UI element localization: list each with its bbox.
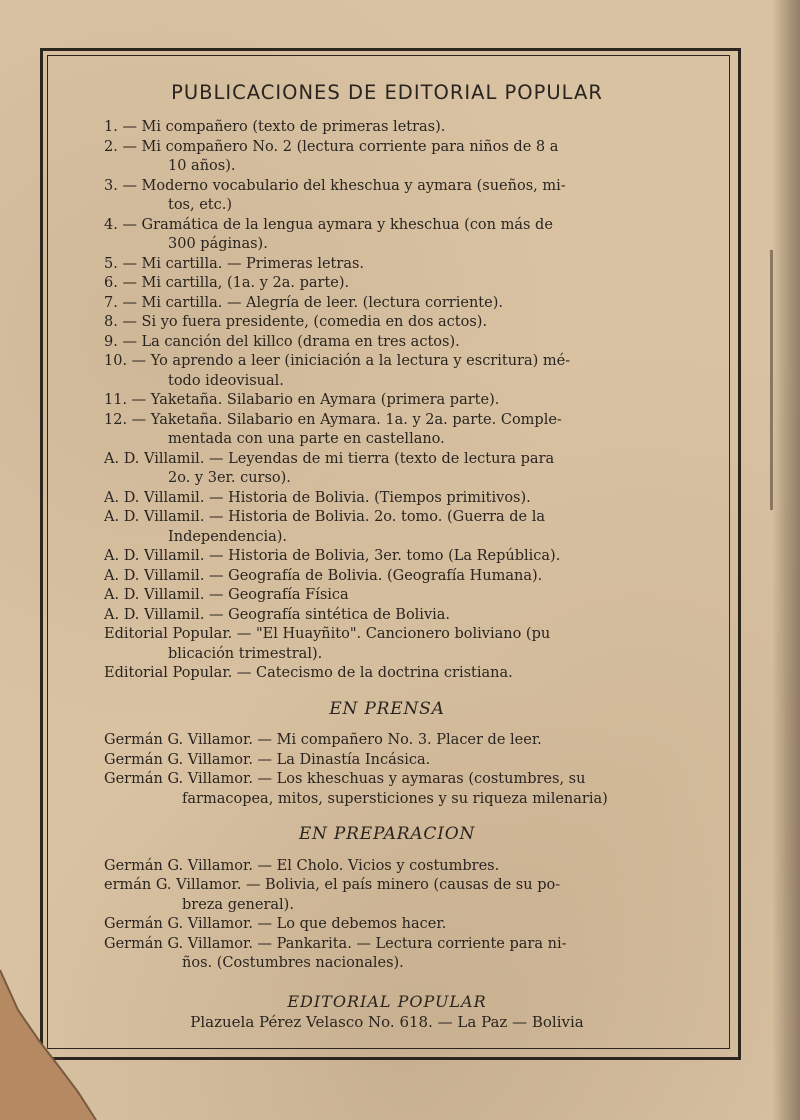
list-item (104, 294, 670, 314)
list-item-continuation: 300 páginas). (168, 236, 268, 252)
list-item-text: Germán G. Villamor. — La Dinastía Incásica. (104, 751, 431, 768)
list-item-text: Germán G. Villamor. — Los kheschuas y aymaras (costumbres, su (104, 771, 586, 787)
list-item (104, 857, 670, 877)
list-item (104, 489, 670, 509)
list-item-text: Germán G. Villamor. — El Cholo. Vicios y costumbres. (104, 857, 500, 874)
page-edge-shadow (772, 0, 800, 1120)
list-item (104, 876, 670, 915)
list-item-text: 4. — Gramática de la lengua aymara y kheschua (con más de (104, 216, 553, 233)
list-item (104, 935, 670, 974)
publisher-address: Plazuela Pérez Velasco No. 618. — La Paz — Bolivia (190, 1013, 584, 1031)
list-item-text: A. D. Villamil. — Historia de Bolivia. 2o. tomo. (Guerra de la (104, 509, 546, 525)
list-item-text: Editorial Popular. — "El Huayñito". Cancionero boliviano (pu (104, 626, 551, 642)
page-title: PUBLICACIONES DE EDITORIAL POPULAR (171, 81, 603, 104)
list-item (104, 547, 670, 567)
list-item-text: 1. — Mi compañero (texto de primeras letras). (104, 119, 446, 135)
list-item-text: 8. — Si yo fuera presidente, (comedia en dos actos). (104, 314, 488, 330)
list-item-continuation: todo ideovisual. (168, 372, 284, 389)
list-item-text: A. D. Villamil. — Geografía de Bolivia. (Geografía Humana). (104, 567, 543, 584)
list-item (104, 606, 670, 626)
list-item-text: Germán G. Villamor. — Lo que debemos hacer. (104, 916, 447, 932)
list-item-text: 5. — Mi cartilla. — Primeras letras. (104, 255, 365, 272)
publisher-name: EDITORIAL POPULAR (287, 991, 487, 1011)
list-item-continuation: ños. (Costumbres nacionales). (182, 955, 404, 971)
list-item (104, 508, 670, 547)
list-item (104, 770, 670, 809)
list-item (104, 567, 670, 587)
list-item-text: A. D. Villamil. — Historia de Bolivia, 3er. tomo (La República). (104, 548, 561, 564)
list-item-continuation: tos, etc.) (168, 197, 233, 213)
list-item (104, 274, 670, 294)
list-item-continuation: farmacopea, mitos, supersticiones y su riqueza milenaria) (182, 790, 608, 807)
en-prensa-list (104, 731, 670, 809)
list-item (104, 731, 670, 751)
list-item (104, 333, 670, 353)
list-item-text: 6. — Mi cartilla, (1a. y 2a. parte). (104, 275, 350, 291)
list-item-text: Editorial Popular. — Catecismo de la doctrina cristiana. (104, 665, 513, 681)
list-item (104, 751, 670, 771)
en-preparacion-list (104, 857, 670, 974)
list-item-continuation: Independencia). (168, 528, 288, 545)
list-item-text: ermán G. Villamor. — Bolivia, el país minero (causas de su po- (104, 877, 561, 893)
en-preparacion-heading: EN PREPARACION (298, 824, 476, 844)
list-item-text: Germán G. Villamor. — Mi compañero No. 3. Placer de leer. (104, 732, 542, 748)
publication-listing (104, 80, 670, 1033)
list-item (104, 313, 670, 333)
list-item-text: 3. — Moderno vocabulario del kheschua y aymara (sueños, mi- (104, 177, 566, 194)
binding-mark (770, 250, 773, 510)
list-item-text: Germán G. Villamor. — Pankarita. — Lectura corriente para ni- (104, 935, 567, 952)
list-item-continuation: 10 años). (168, 158, 236, 174)
list-item (104, 625, 670, 664)
list-item-continuation: mentada con una parte en castellano. (168, 431, 445, 447)
list-item (104, 915, 670, 935)
list-item-text: A. D. Villamil. — Geografía Física (104, 587, 349, 603)
list-item (104, 586, 670, 606)
list-item-text: A. D. Villamil. — Leyendas de mi tierra (texto de lectura para (104, 450, 555, 467)
list-item-text: A. D. Villamil. — Historia de Bolivia. (Tiempos primitivos). (104, 489, 531, 506)
list-item-text: 10. — Yo aprendo a leer (iniciación a la lectura y escritura) mé- (104, 353, 571, 369)
en-prensa-heading: EN PRENSA (329, 698, 445, 719)
list-item (104, 664, 670, 684)
list-item-continuation: blicación trimestral). (168, 645, 323, 662)
list-item-text: 7. — Mi cartilla. — Alegría de leer. (lectura corriente). (104, 294, 503, 311)
list-item (104, 450, 670, 489)
publications-list (104, 118, 670, 684)
list-item-text: 9. — La canción del killco (drama en tres actos). (104, 333, 460, 350)
torn-corner (0, 950, 130, 1120)
list-item-text: 11. — Yaketaña. Silabario en Aymara (primera parte). (104, 392, 500, 408)
list-item-text: 12. — Yaketaña. Silabario en Aymara. 1a. y 2a. parte. Comple- (104, 411, 562, 428)
list-item (104, 177, 670, 216)
list-item-continuation: breza general). (182, 896, 294, 913)
list-item (104, 352, 670, 391)
list-item (104, 391, 670, 411)
list-item (104, 118, 670, 138)
list-item-text: A. D. Villamil. — Geografía sintética de Bolivia. (104, 606, 451, 623)
list-item-text: 2. — Mi compañero No. 2 (lectura corriente para niños de 8 a (104, 138, 559, 155)
list-item (104, 255, 670, 275)
list-item-continuation: 2o. y 3er. curso). (168, 470, 291, 486)
list-item (104, 216, 670, 255)
list-item (104, 411, 670, 450)
list-item (104, 138, 670, 177)
